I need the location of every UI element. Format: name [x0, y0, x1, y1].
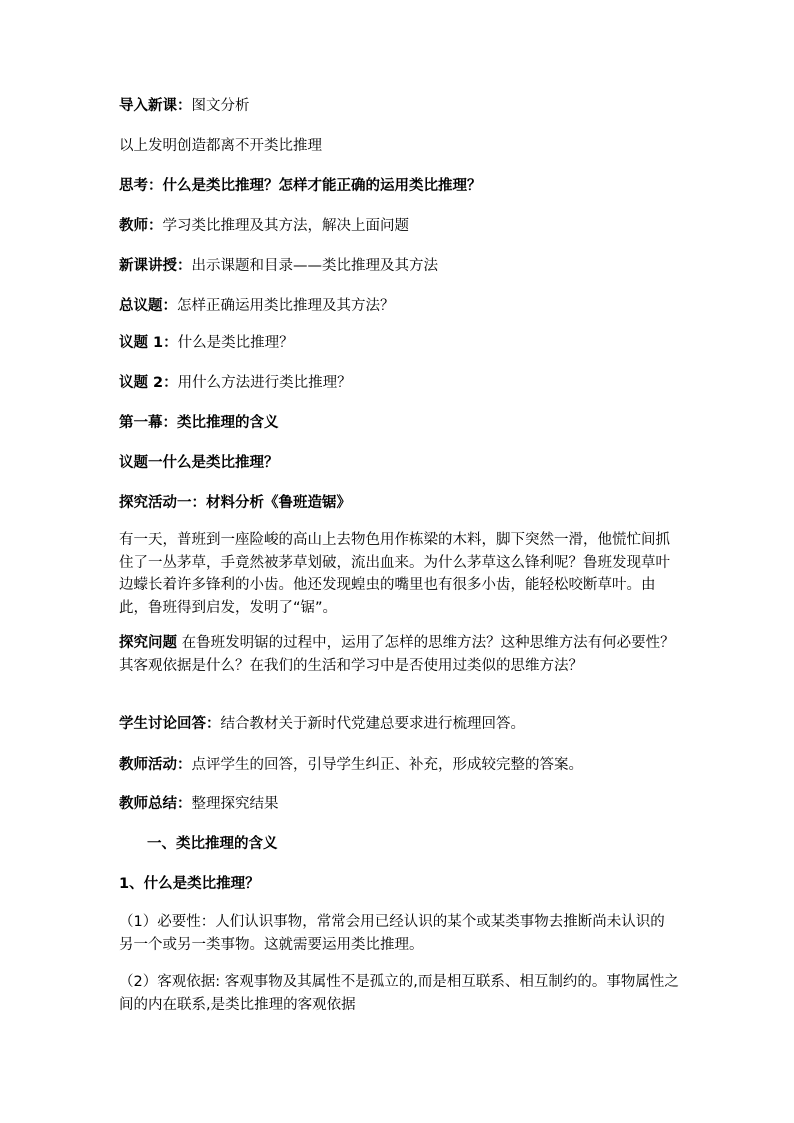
paragraph-main-topic — [119, 296, 679, 316]
paragraph-summary-line — [119, 136, 679, 156]
inquiry-question-text: 在鲁班发明锯的过程中，运用了怎样的思维方法？这种思维方法有何必要性？其客观依据是什么？在我们的生活和学习中是否使用过类似的思维方法？ — [119, 635, 675, 674]
paragraph-teacher-activity — [119, 755, 679, 775]
paragraph-teacher-summary — [119, 794, 679, 814]
main-topic-text: 怎样正确运用类比推理及其方法？ — [177, 298, 395, 314]
paragraph-think — [119, 176, 679, 196]
luban-story-text: 有一天，普班到一座险峻的高山上去物色用作栋梁的木料，脚下突然一滑，他慌忙间抓住了一丛茅草，手竟然被茅草划破，流出血来。为什么茅草这么锋利呢？鲁班发现草叶边蠓长着许多锋利的小齿。他还发现蝗虫的嘴里也有很多小齿，能轻松咬断草叶。由此，鲁班得到启发，发明了“锯”。 — [119, 532, 670, 616]
intro-label: 导入新课： — [119, 98, 192, 114]
paragraph-act-one — [119, 413, 679, 433]
teacher-label: 教师： — [119, 218, 163, 234]
section-heading-one-label: 一、类比推理的含义 — [147, 836, 278, 852]
topic-1-label: 议题 1： — [119, 335, 178, 351]
act-one-label: 第一幕：类比推理的含义 — [119, 415, 279, 431]
teacher-activity-label: 教师活动： — [119, 757, 192, 773]
objective-basis-text: （2）客观依据: 客观事物及其属性不是孤立的,而是相互联系、相互制约的。事物属性之间的内在联系,是类比推理的客观依据 — [119, 974, 679, 1013]
student-discussion-text: 结合教材关于新时代党建总要求进行梳理回答。 — [220, 716, 525, 732]
paragraph-objective-basis — [119, 971, 679, 1016]
paragraph-topic-one-question — [119, 453, 679, 473]
section-heading-one — [147, 834, 707, 854]
subheading-what-is — [119, 874, 679, 894]
necessity-text: （1）必要性：人们认识事物，常常会用已经认识的某个或某类事物去推断尚未认识的另一个或另一类事物。这就需要运用类比推理。 — [119, 914, 665, 953]
paragraph-intro — [119, 96, 679, 116]
new-lesson-label: 新课讲授： — [119, 258, 192, 274]
student-discussion-label: 学生讨论回答： — [119, 716, 221, 732]
paragraph-student-discussion — [119, 714, 679, 734]
main-topic-label: 总议题： — [119, 298, 177, 314]
topic-2-text: 用什么方法进行类比推理？ — [177, 375, 352, 391]
paragraph-luban-story — [119, 529, 679, 619]
paragraph-topic-2 — [119, 373, 679, 393]
intro-text: 图文分析 — [191, 98, 250, 114]
teacher-summary-label: 教师总结： — [119, 796, 192, 812]
summary-line-text: 以上发明创造都离不开类比推理 — [119, 138, 322, 154]
topic-1-text: 什么是类比推理？ — [177, 335, 294, 351]
paragraph-activity-one — [119, 493, 679, 513]
teacher-activity-text: 点评学生的回答，引导学生纠正、补充，形成较完整的答案。 — [191, 757, 583, 773]
paragraph-topic-1 — [119, 333, 679, 353]
think-label: 思考：什么是类比推理？怎样才能正确的运用类比推理？ — [119, 178, 482, 194]
paragraph-necessity — [119, 911, 679, 956]
paragraph-teacher — [119, 216, 679, 236]
topic-one-question-label: 议题一什么是类比推理？ — [119, 455, 279, 471]
teacher-text: 学习类比推理及其方法，解决上面问题 — [162, 218, 409, 234]
new-lesson-text: 出示课题和目录——类比推理及其方法 — [191, 258, 438, 274]
activity-one-label: 探究活动一：材料分析《鲁班造锯》 — [119, 495, 351, 511]
paragraph-inquiry-question — [119, 632, 679, 677]
topic-2-label: 议题 2： — [119, 375, 178, 391]
teacher-summary-text: 整理探究结果 — [191, 796, 279, 812]
subheading-what-is-label: 1、什么是类比推理？ — [119, 876, 260, 892]
inquiry-question-label: 探究问题 — [119, 635, 177, 651]
paragraph-new-lesson — [119, 256, 679, 276]
